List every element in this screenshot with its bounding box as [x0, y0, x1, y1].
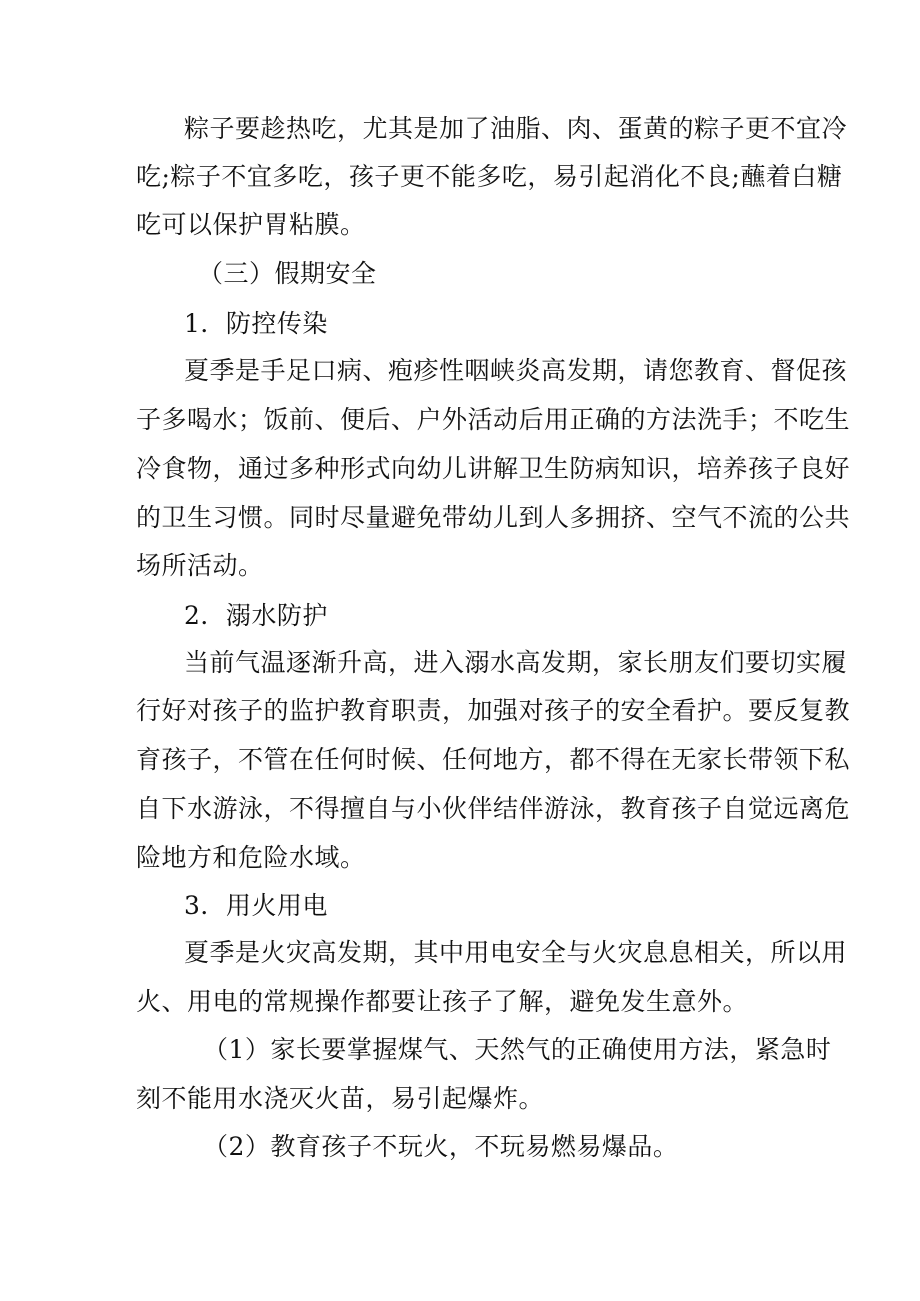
paragraph-line: 夏季是手足口病、疱疹性咽峡炎高发期，请您教育、督促孩: [184, 356, 848, 385]
paragraph-line: 子多喝水；饭前、便后、户外活动后用正确的方法洗手；不吃生: [136, 405, 851, 434]
sub-item-line: （1）家长要掌握煤气、天然气的正确使用方法，紧急时: [203, 1035, 832, 1064]
paragraph-line: 行好对孩子的监护教育职责，加强对孩子的安全看护。要反复教: [136, 696, 851, 725]
paragraph-line: 当前气温逐渐升高，进入溺水高发期，家长朋友们要切实履: [184, 648, 848, 677]
paragraph-line: 育孩子，不管在任何时候、任何地方，都不得在无家长带领下私: [136, 745, 851, 774]
item-heading: 1．防控传染: [184, 309, 328, 338]
paragraph-line: 自下水游泳，不得擅自与小伙伴结伴游泳，教育孩子自觉远离危: [136, 794, 851, 823]
paragraph-line: 险地方和危险水域。: [136, 843, 366, 872]
item-heading: 3．用火用电: [184, 891, 328, 920]
paragraph-line: 吃;粽子不宜多吃，孩子更不能多吃，易引起消化不良;蘸着白糖: [136, 162, 843, 191]
item-heading: 2．溺水防护: [184, 601, 328, 630]
sub-item-line: 刻不能用水浇灭火苗，易引起爆炸。: [136, 1084, 545, 1113]
sub-item-line: （2）教育孩子不玩火，不玩易燃易爆品。: [203, 1132, 679, 1161]
paragraph-line: 夏季是火灾高发期，其中用电安全与火灾息息相关，所以用: [184, 938, 848, 967]
paragraph-line: 火、用电的常规操作都要让孩子了解，避免发生意外。: [136, 987, 749, 1016]
section-heading: （三）假期安全: [198, 259, 377, 288]
paragraph-line: 的卫生习惯。同时尽量避免带幼儿到人多拥挤、空气不流的公共: [136, 503, 851, 532]
paragraph-line: 冷食物，通过多种形式向幼儿讲解卫生防病知识，培养孩子良好: [136, 454, 851, 483]
paragraph-line: 粽子要趁热吃，尤其是加了油脂、肉、蛋黄的粽子更不宜冷: [184, 114, 848, 143]
paragraph-line: 吃可以保护胃粘膜。: [136, 210, 366, 239]
paragraph-line: 场所活动。: [136, 551, 264, 580]
